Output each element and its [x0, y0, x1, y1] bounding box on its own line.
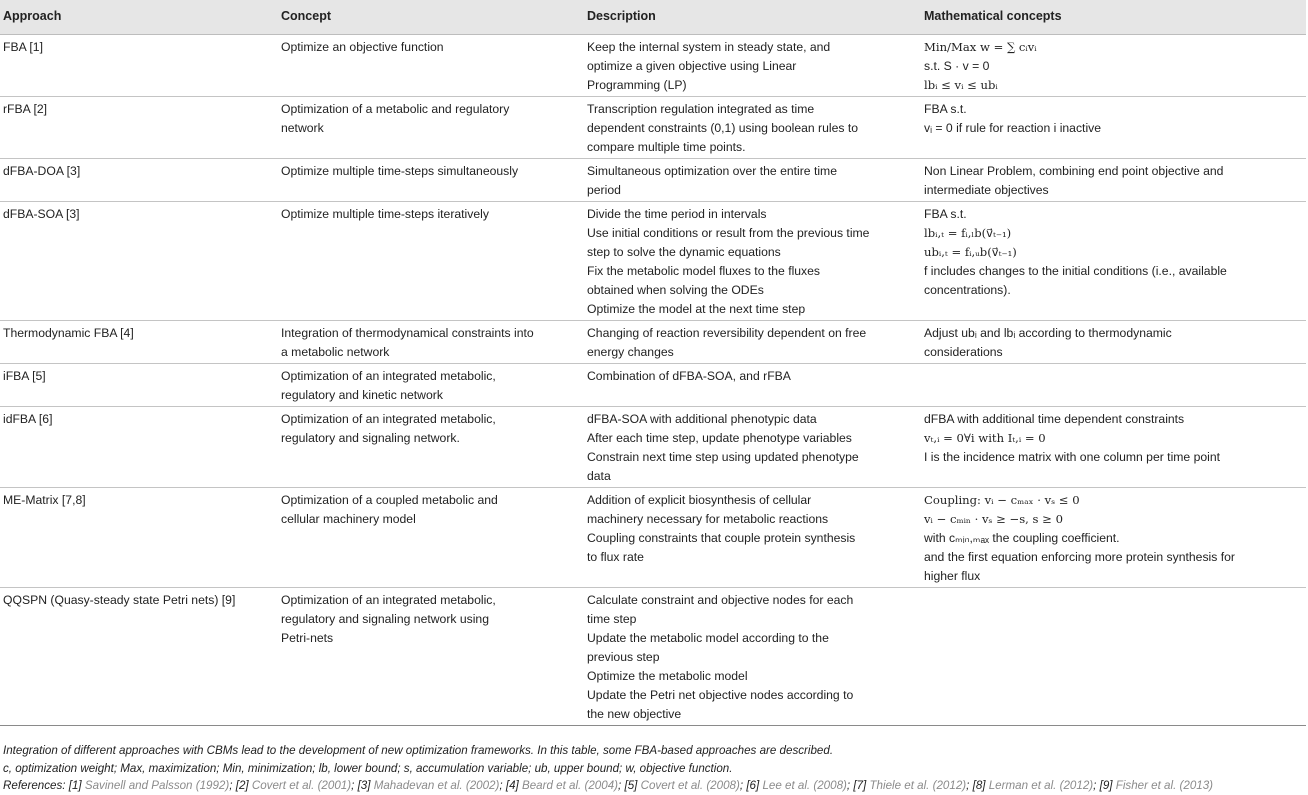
reference-separator: ; — [966, 779, 970, 792]
approach-cell: rFBA [2] — [0, 97, 278, 159]
math-line: FBA s.t. — [924, 207, 967, 221]
description-cell — [584, 159, 921, 202]
description-line: time step — [587, 612, 637, 626]
math-line: FBA s.t. — [924, 102, 967, 116]
concept-cell — [278, 35, 584, 97]
reference-number: [4] — [505, 779, 519, 792]
math-line: considerations — [924, 345, 1003, 359]
concept-line: Optimization of an integrated metabolic, — [281, 593, 496, 607]
references-label: References: — [3, 779, 66, 792]
approach-cell: iFBA [5] — [0, 364, 278, 407]
concept-line: a metabolic network — [281, 345, 390, 359]
reference-number: [1] — [68, 779, 82, 792]
approach-cell: Thermodynamic FBA [4] — [0, 321, 278, 364]
concept-line: regulatory and kinetic network — [281, 388, 443, 402]
concept-cell — [278, 488, 584, 588]
reference-number: [2] — [235, 779, 249, 792]
reference-citation-link[interactable]: Lee et al. (2008) — [762, 779, 847, 792]
description-line: to flux rate — [587, 550, 644, 564]
reference-separator: ; — [1093, 779, 1097, 792]
reference-citation-link[interactable]: Beard et al. (2004) — [521, 779, 618, 792]
reference-number: [3] — [357, 779, 371, 792]
concept-line: Optimize an objective function — [281, 40, 444, 54]
description-line: dFBA-SOA with additional phenotypic data — [587, 412, 817, 426]
table-header — [0, 0, 1306, 35]
description-line: previous step — [587, 650, 660, 664]
description-line: machinery necessary for metabolic reactions — [587, 512, 829, 526]
description-line: Update the metabolic model according to the — [587, 631, 829, 645]
reference-separator: ; — [846, 779, 851, 792]
table-row — [0, 35, 1306, 97]
description-line: Optimize the metabolic model — [587, 669, 748, 683]
description-line: Update the Petri net objective nodes according to — [587, 688, 854, 702]
description-line: dependent constraints (0,1) using boolean rules to — [587, 121, 859, 135]
table-row — [0, 321, 1306, 364]
concept-line: Petri-nets — [281, 631, 334, 645]
math-cell — [921, 202, 1306, 321]
concept-line: regulatory and signaling network. — [281, 431, 460, 445]
math-line: lbᵢ,ₜ = fᵢ,ₗb(v⃗ₜ₋₁) — [924, 226, 1012, 240]
reference-number: [6] — [746, 779, 760, 792]
description-cell — [584, 407, 921, 488]
table-row — [0, 407, 1306, 488]
reference-number: [7] — [853, 779, 867, 792]
approach-cell: ME-Matrix [7,8] — [0, 488, 278, 588]
concept-cell — [278, 202, 584, 321]
concept-line: Optimization of a coupled metabolic and — [281, 493, 498, 507]
description-line: data — [587, 469, 611, 483]
concept-cell — [278, 407, 584, 488]
math-line: Adjust ubᵢ and lbᵢ according to thermodynamic — [924, 326, 1172, 340]
math-cell — [921, 321, 1306, 364]
reference-number: [5] — [624, 779, 638, 792]
description-line: Programming (LP) — [587, 78, 687, 92]
reference-citation-link[interactable]: Mahadevan et al. (2002) — [373, 779, 500, 792]
table-row — [0, 488, 1306, 588]
description-line: optimize a given objective using Linear — [587, 59, 797, 73]
header-mathematical-concepts: Mathematical concepts — [921, 0, 1306, 35]
table-row — [0, 97, 1306, 159]
approach-cell: QQSPN (Quasy-steady state Petri nets) [9] — [0, 588, 278, 726]
description-line: Coupling constraints that couple protein synthesis — [587, 531, 856, 545]
concept-line: Optimization of an integrated metabolic, — [281, 369, 496, 383]
description-cell — [584, 588, 921, 726]
approach-cell: FBA [1] — [0, 35, 278, 97]
concept-cell — [278, 364, 584, 407]
approach-cell: dFBA-SOA [3] — [0, 202, 278, 321]
math-line: vₜ,ᵢ = 0∀i with Iₜ,ᵢ = 0 — [924, 431, 1046, 445]
table-row — [0, 159, 1306, 202]
header-description: Description — [584, 0, 921, 35]
concept-line: Optimize multiple time-steps iteratively — [281, 207, 489, 221]
math-line: Coupling: vᵢ − cₘₐₓ · vₛ ≤ 0 — [924, 493, 1080, 507]
math-cell — [921, 159, 1306, 202]
table-footnotes — [3, 742, 1303, 795]
concept-cell — [278, 159, 584, 202]
description-line: step to solve the dynamic equations — [587, 245, 781, 259]
description-cell — [584, 321, 921, 364]
math-cell — [921, 97, 1306, 159]
description-cell — [584, 202, 921, 321]
description-line: Divide the time period in intervals — [587, 207, 767, 221]
description-line: Simultaneous optimization over the entire time — [587, 164, 837, 178]
description-line: compare multiple time points. — [587, 140, 746, 154]
math-line: and the first equation enforcing more protein synthesis for — [924, 550, 1235, 564]
description-line: Optimize the model at the next time step — [587, 302, 806, 316]
concept-line: Optimize multiple time-steps simultaneously — [281, 164, 519, 178]
header-approach: Approach — [0, 0, 278, 35]
concept-cell — [278, 97, 584, 159]
table-row — [0, 588, 1306, 726]
description-cell — [584, 35, 921, 97]
description-cell — [584, 488, 921, 588]
reference-number: [9] — [1099, 779, 1113, 792]
math-line: dFBA with additional time dependent constraints — [924, 412, 1185, 426]
description-line: Changing of reaction reversibility dependent on free — [587, 326, 867, 340]
concept-cell — [278, 588, 584, 726]
abbreviations-note: c, optimization weight; Max, maximization; Min, minimization; lb, lower bound; s, accumulation variable; ub, upper bound; w, objective function. — [3, 761, 733, 775]
header-concept: Concept — [278, 0, 584, 35]
reference-separator: ; — [351, 779, 355, 792]
reference-separator: ; — [499, 779, 503, 792]
description-line: Addition of explicit biosynthesis of cellular — [587, 493, 812, 507]
table-row — [0, 202, 1306, 321]
math-line: concentrations). — [924, 283, 1011, 297]
concept-line: network — [281, 121, 324, 135]
reference-citation-link[interactable]: Covert et al. (2001) — [251, 779, 352, 792]
approach-cell: idFBA [6] — [0, 407, 278, 488]
table-caption: Integration of different approaches with CBMs lead to the development of new optimization frameworks. In this table, some FBA-based approaches are described. — [3, 744, 834, 757]
approach-cell: dFBA-DOA [3] — [0, 159, 278, 202]
math-line: Non Linear Problem, combining end point objective and — [924, 164, 1224, 178]
description-line: After each time step, update phenotype variables — [587, 431, 852, 445]
description-cell — [584, 97, 921, 159]
math-line: intermediate objectives — [924, 183, 1049, 197]
math-line: Min/Max w = ∑ cᵢvᵢ — [924, 40, 1037, 54]
description-line: Transcription regulation integrated as time — [587, 102, 815, 116]
description-cell — [584, 364, 921, 407]
math-line: s.t. S · v = 0 — [924, 59, 990, 73]
concept-line: cellular machinery model — [281, 512, 416, 526]
math-cell — [921, 588, 1306, 726]
description-line: period — [587, 183, 621, 197]
math-line: f includes changes to the initial conditions (i.e., available — [924, 264, 1227, 278]
references-line — [3, 777, 1303, 795]
math-line: with cₘᵢₙ,ₘₐₓ the coupling coefficient. — [924, 531, 1120, 545]
description-line: obtained when solving the ODEs — [587, 283, 764, 297]
table-row — [0, 364, 1306, 407]
reference-separator: ; — [618, 779, 622, 792]
description-line: Constrain next time step using updated phenotype — [587, 450, 859, 464]
math-cell — [921, 35, 1306, 97]
math-line: lbᵢ ≤ vᵢ ≤ ubᵢ — [924, 78, 998, 92]
concept-cell — [278, 321, 584, 364]
description-line: Calculate constraint and objective nodes for each — [587, 593, 854, 607]
description-line: Fix the metabolic model fluxes to the fluxes — [587, 264, 821, 278]
math-line: ubᵢ,ₜ = fᵢ,ᵤb(v⃗ₜ₋₁) — [924, 245, 1017, 259]
reference-citation-link[interactable]: Savinell and Palsson (1992) — [84, 779, 230, 792]
description-line: the new objective — [587, 707, 682, 721]
math-line: vᵢ = 0 if rule for reaction i inactive — [924, 121, 1102, 135]
description-line: Keep the internal system in steady state, and — [587, 40, 831, 54]
concept-line: Optimization of a metabolic and regulatory — [281, 102, 510, 116]
math-cell — [921, 488, 1306, 588]
concept-line: regulatory and signaling network using — [281, 612, 489, 626]
math-line: higher flux — [924, 569, 981, 583]
math-line: vᵢ − cₘᵢₙ · vₛ ≥ −s, s ≥ 0 — [924, 512, 1063, 526]
math-cell — [921, 407, 1306, 488]
reference-citation-link[interactable]: Thiele et al. (2012) — [869, 779, 967, 792]
math-cell — [921, 364, 1306, 407]
reference-citation-link[interactable]: Covert et al. (2008) — [640, 779, 740, 792]
table-body — [0, 35, 1306, 726]
reference-separator: ; — [739, 779, 744, 792]
reference-citation-link[interactable]: Lerman et al. (2012) — [988, 779, 1094, 792]
reference-citation-link[interactable]: Fisher et al. (2013) — [1115, 779, 1214, 792]
math-line: I is the incidence matrix with one column per time point — [924, 450, 1221, 464]
description-line: Combination of dFBA-SOA, and rFBA — [587, 369, 791, 383]
reference-number: [8] — [972, 779, 986, 792]
reference-separator: ; — [229, 779, 233, 792]
description-line: energy changes — [587, 345, 674, 359]
concept-line: Integration of thermodynamical constraints into — [281, 326, 534, 340]
header-row — [0, 0, 1306, 35]
concept-line: Optimization of an integrated metabolic, — [281, 412, 496, 426]
description-line: Use initial conditions or result from the previous time — [587, 226, 870, 240]
